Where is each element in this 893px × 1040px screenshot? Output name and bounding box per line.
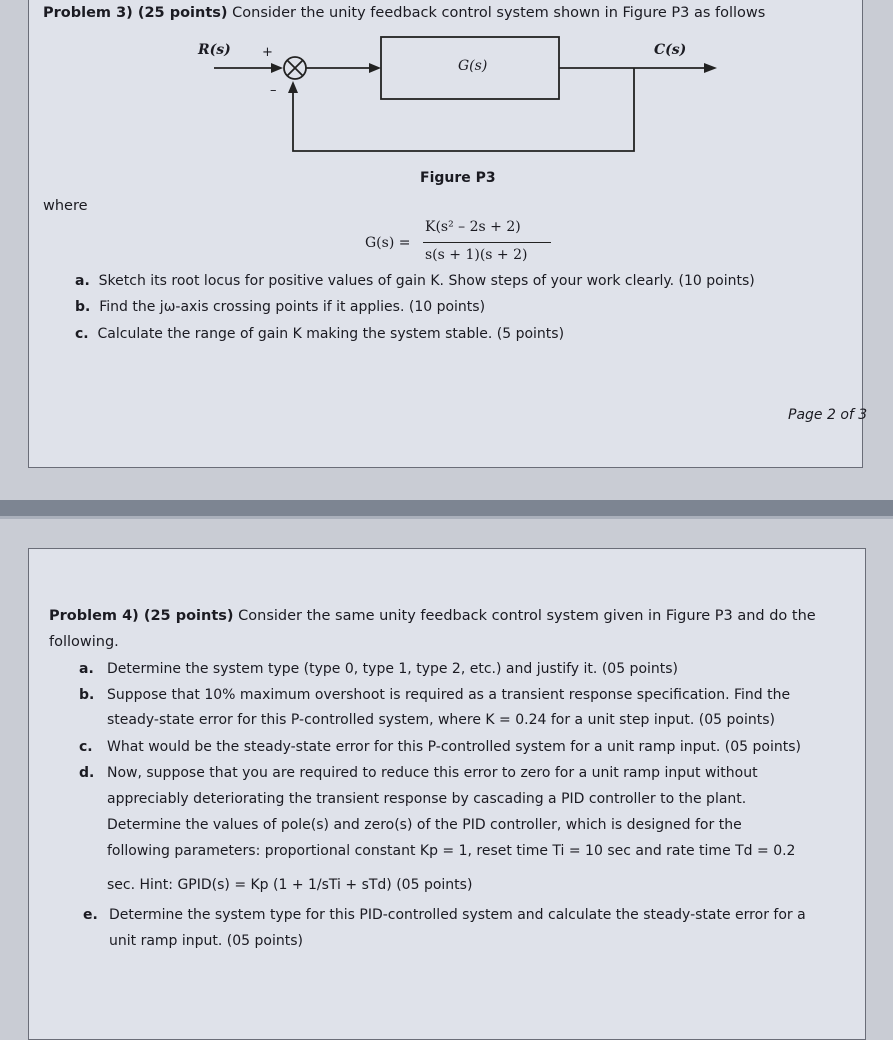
problem-3-page [28,0,868,468]
item-d-line-3: Determine the values of pole(s) and zero(s) of the PID controller, which is designed for the [107,817,742,833]
page-number: Page 2 of 3 [788,407,868,423]
item-a-letter: a. [79,661,94,677]
item-e-line-2: unit ramp input. (05 points) [109,933,303,949]
feedback-path [293,68,634,151]
item-b-line-1: Suppose that 10% maximum overshoot is required as a transient response specification. Find the [107,687,791,703]
item-e-letter: e. [83,907,98,923]
item-e-line-1: Determine the system type for this PID-controlled system and calculate the steady-state error for a [109,907,806,923]
problem-3-item-c: c. Calculate the range of gain K making the system stable. (5 points) [75,326,565,342]
equation-numerator: K(s² – 2s + 2) [425,219,521,235]
output-label: C(s) [654,42,687,58]
summing-junction [284,57,306,79]
plus-sign: + [262,45,273,60]
problem-4-heading: Problem 4) (25 points) Consider the same unity feedback control system given in Figure P3 and do the [49,608,816,624]
error-arrowhead [369,63,381,73]
item-d-letter: d. [79,765,95,781]
item-b-line-2: steady-state error for this P-controlled system, where K = 0.24 for a unit step input. (05 points) [107,712,775,728]
where-label: where [43,198,88,214]
figure-caption: Figure P3 [420,170,496,186]
block-label: G(s) [458,58,488,74]
input-arrowhead [271,63,283,73]
fraction-bar [423,242,551,243]
item-d-line-4: following parameters: proportional constant Kp = 1, reset time Ti = 10 sec and rate time Td = 0.2 [107,843,796,859]
problem-3-item-b: b. Find the jω-axis crossing points if it applies. (10 points) [75,299,486,315]
page-separator [0,500,893,516]
page-separator-edge [0,516,893,519]
item-d-line-1: Now, suppose that you are required to reduce this error to zero for a unit ramp input without [107,765,758,781]
item-b-letter: b. [79,687,95,703]
output-arrowhead [704,63,717,73]
feedback-arrowhead [288,81,298,93]
equation-denominator: s(s + 1)(s + 2) [425,247,528,263]
item-a-line-1: Determine the system type (type 0, type 1, type 2, etc.) and justify it. (05 points) [107,661,679,677]
item-c-line-1: What would be the steady-state error for this P-controlled system for a unit ramp input. (05 points) [107,739,801,755]
item-c-letter: c. [79,739,93,755]
input-label: R(s) [198,42,231,58]
equation-lhs: G(s) = [365,235,411,251]
item-d-line-5: sec. Hint: GPID(s) = Kp (1 + 1/sTi + sTd) (05 points) [107,877,473,893]
item-d-line-2: appreciably deteriorating the transient response by cascading a PID controller to the plant. [107,791,747,807]
problem-3-item-a: a. Sketch its root locus for positive values of gain K. Show steps of your work clearly. (10 points) [75,273,755,289]
problem-4-page [28,548,866,1040]
block-diagram [29,0,862,167]
problem-4-heading-cont: following. [49,634,119,650]
minus-sign: – [270,83,277,98]
problem-3-heading: Problem 3) (25 points) Consider the unity feedback control system shown in Figure P3 as follows [43,5,766,21]
